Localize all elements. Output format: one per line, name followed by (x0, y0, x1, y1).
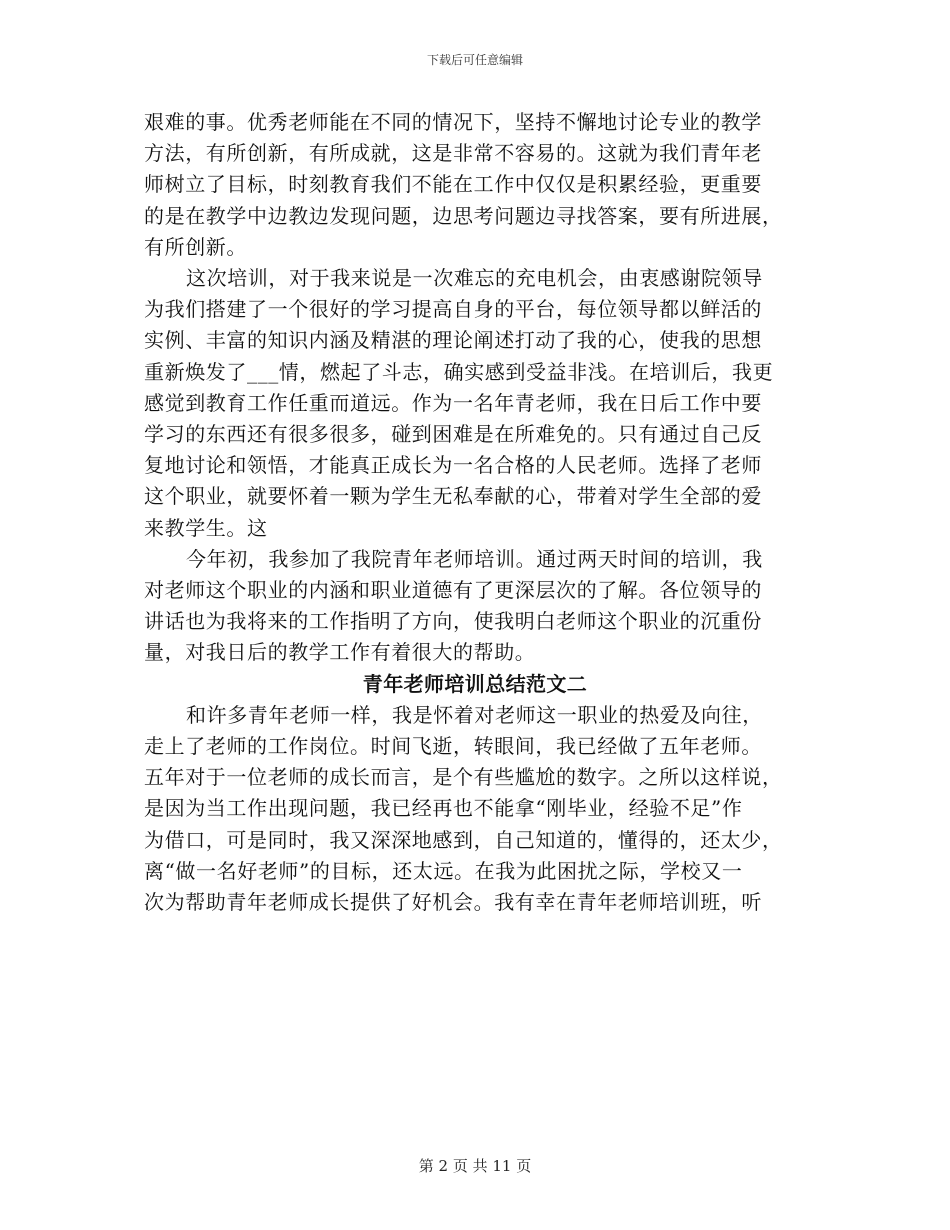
document-body (144, 107, 806, 918)
text-line: 五年对于一位老师的成长而言，是个有些尴尬的数字。之所以这样说， (144, 765, 783, 790)
text-line: 为我们搭建了一个很好的学习提高自身的平台，每位领导都以鲜活的 (144, 297, 762, 322)
text-line: 讲话也为我将来的工作指明了方向，使我明白老师这个职业的沉重份 (144, 609, 762, 634)
text-line: 师树立了目标，时刻教育我们不能在工作中仅仅是积累经验，更重要 (144, 172, 762, 197)
text-line: 的是在教学中边教边发现问题，边思考问题边寻找答案，要有所进展， (144, 203, 783, 228)
text-line: 这个职业，就要怀着一颗为学生无私奉献的心，带着对学生全部的爱 (144, 484, 762, 509)
paragraph-first-line: 今年初，我参加了我院青年老师培训。通过两天时间的培训，我 (186, 546, 763, 571)
text-line: 重新焕发了___情，燃起了斗志，确实感到受益非浅。在培训后，我更 (144, 359, 774, 384)
text-line: 离“做一名好老师”的目标，还太远。在我为此困扰之际，学校又一 (144, 858, 743, 883)
text-line: 来教学生。这 (144, 515, 268, 540)
page-header: 下载后可任意编辑 (426, 53, 523, 67)
text-line: 感觉到教育工作任重而道远。作为一名年青老师，我在日后工作中要 (144, 390, 762, 415)
text-line: 是因为当工作出现问题，我已经再也不能拿“刚毕业，经验不足”作 (144, 796, 743, 821)
section-heading: 青年老师培训总结范文二 (362, 671, 588, 696)
paragraph-first-line: 和许多青年老师一样，我是怀着对老师这一职业的热爱及向往， (186, 702, 763, 727)
text-line: 有所创新。 (144, 234, 247, 259)
text-line: 次为帮助青年老师成长提供了好机会。我有幸在青年老师培训班，听 (144, 890, 762, 915)
text-line: 艰难的事。优秀老师能在不同的情况下，坚持不懈地讨论专业的教学 (144, 110, 762, 134)
page-number-footer: 第 2 页 共 11 页 (418, 1157, 532, 1175)
text-line: 复地讨论和领悟，才能真正成长为一名合格的人民老师。选择了老师 (144, 453, 762, 478)
text-line: 方法，有所创新，有所成就，这是非常不容易的。这就为我们青年老 (144, 141, 762, 166)
text-line: 学习的东西还有很多很多，碰到困难是在所难免的。只有通过自己反 (144, 422, 762, 447)
text-line: 走上了老师的工作岗位。时间飞逝，转眼间，我已经做了五年老师。 (144, 734, 762, 759)
text-line: 对老师这个职业的内涵和职业道德有了更深层次的了解。各位领导的 (144, 578, 762, 603)
text-line: 量，对我日后的教学工作有着很大的帮助。 (144, 640, 536, 665)
text-line: 为借口，可是同时，我又深深地感到，自己知道的，懂得的，还太少， (144, 827, 783, 852)
paragraph-first-line: 这次培训，对于我来说是一次难忘的充电机会，由衷感谢院领导 (186, 266, 763, 291)
text-line: 实例、丰富的知识内涵及精湛的理论阐述打动了我的心，使我的思想 (144, 328, 762, 353)
